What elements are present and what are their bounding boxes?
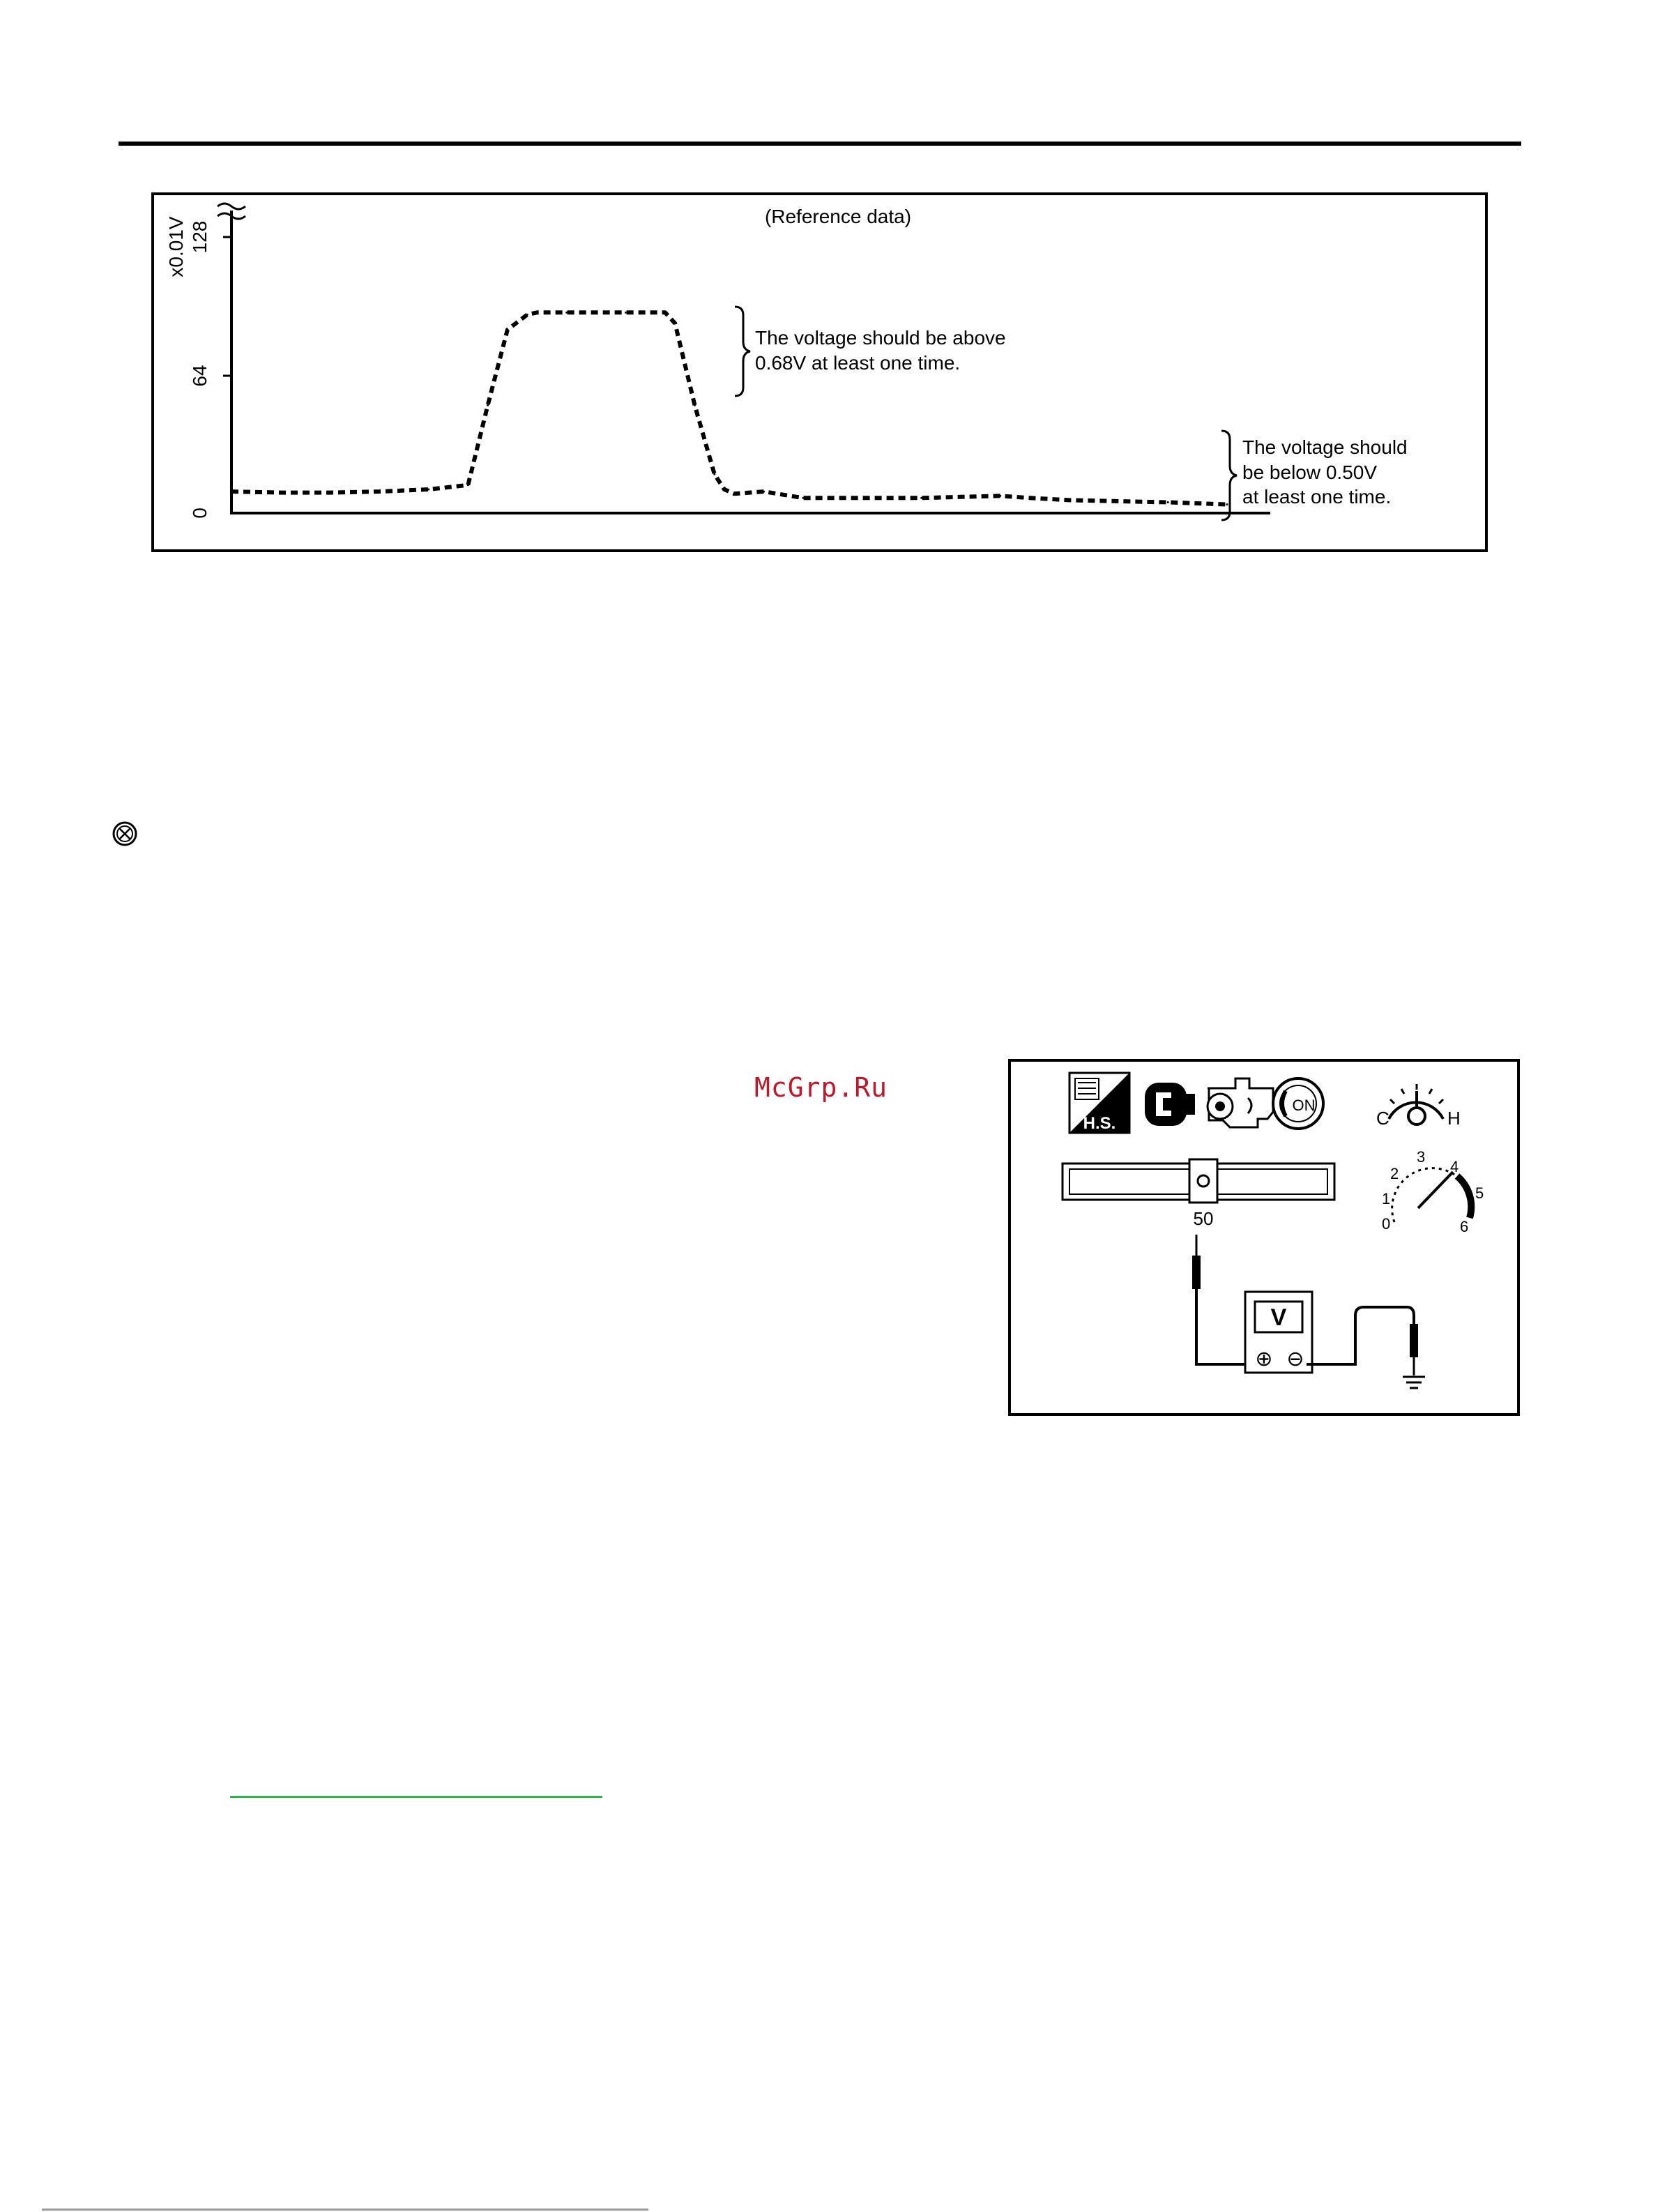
brace-low — [1221, 431, 1237, 520]
annotation-low-line3: at least one time. — [1242, 486, 1392, 508]
reference-data-chart — [0, 0, 1660, 572]
meter-minus-terminal: ⊖ — [1286, 1348, 1304, 1371]
series-point — [536, 312, 538, 314]
tachometer-icon — [1382, 1148, 1484, 1235]
series-point — [713, 473, 715, 475]
series-point — [1068, 499, 1070, 501]
series-point — [467, 484, 469, 486]
annotation-low-line1: The voltage should — [1242, 436, 1408, 458]
gauge-h-label: H — [1447, 1108, 1461, 1129]
tach-label-4: 4 — [1450, 1158, 1459, 1175]
series-point — [1167, 501, 1169, 503]
voltmeter — [1245, 1292, 1312, 1373]
chart-title: (Reference data) — [764, 206, 912, 227]
series-point — [999, 495, 1001, 497]
series-point — [379, 491, 381, 493]
series-point — [487, 404, 489, 406]
series-point — [526, 314, 528, 316]
series-point — [763, 491, 765, 493]
tach-label-2: 2 — [1390, 1165, 1399, 1182]
series-point — [625, 312, 627, 314]
series-point — [733, 493, 736, 495]
annotation-high-line1: The voltage should be above — [755, 327, 1006, 349]
voltmeter-diagram — [1007, 1058, 1523, 1420]
terminal-label: 50 — [1193, 1208, 1214, 1229]
series-point — [506, 329, 508, 331]
tach-label-3: 3 — [1417, 1148, 1426, 1166]
series-point — [723, 489, 725, 491]
meter-plus-terminal: ⊕ — [1255, 1348, 1273, 1371]
series-point — [842, 497, 844, 499]
tach-label-0: 0 — [1382, 1215, 1391, 1233]
tick-label-128: 128 — [189, 220, 211, 254]
ignition-key-on-icon — [1273, 1078, 1323, 1129]
meter-label: V — [1270, 1304, 1287, 1331]
series-point — [329, 491, 331, 494]
tach-label-6: 6 — [1460, 1218, 1469, 1235]
y-axis-unit: x0.01V — [165, 216, 187, 277]
ground-probe — [1307, 1307, 1425, 1388]
crossed-circle-icon — [111, 820, 139, 848]
series-point — [427, 489, 429, 491]
engine-icon — [1208, 1078, 1273, 1127]
gauge-c-label: C — [1376, 1108, 1389, 1129]
tick-label-64: 64 — [189, 365, 211, 387]
link-underline[interactable] — [230, 1796, 602, 1798]
tach-label-5: 5 — [1475, 1184, 1484, 1202]
watermark-text: McGrp.Ru — [754, 1072, 888, 1103]
annotation-high-line2: 0.68V at least one time. — [755, 352, 961, 374]
tach-label-1: 1 — [1382, 1190, 1391, 1207]
harness-hs-icon — [1069, 1073, 1129, 1133]
series-point — [1029, 497, 1031, 499]
connector-icon — [1145, 1083, 1195, 1126]
series-point — [280, 491, 282, 494]
series-point — [920, 497, 922, 499]
brace-high — [735, 307, 750, 396]
on-label: ON — [1292, 1097, 1316, 1114]
series-point — [231, 491, 233, 493]
voltage-series-line — [231, 312, 1227, 504]
series-point — [694, 404, 696, 406]
ecm-connector — [1063, 1159, 1334, 1203]
footer-rule — [42, 2209, 648, 2211]
series-point — [802, 497, 805, 499]
hs-label: H.S. — [1083, 1114, 1116, 1133]
annotation-low-line2: be below 0.50V — [1242, 462, 1378, 483]
series-point — [1226, 503, 1228, 505]
series-point — [565, 312, 568, 314]
series-point — [664, 312, 667, 314]
temperature-gauge-icon — [1376, 1084, 1461, 1129]
series-point — [674, 322, 676, 324]
tick-label-0: 0 — [189, 508, 211, 519]
